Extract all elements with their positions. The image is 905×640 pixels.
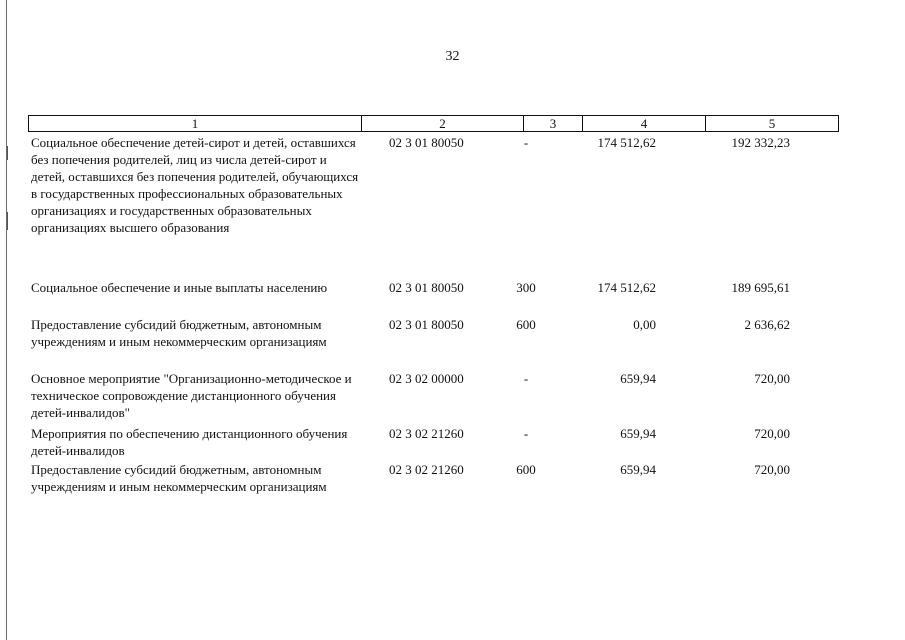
row-value-1: 174 512,62 [597,280,656,295]
row-name: Основное мероприятие "Организационно-методическое и техническое сопровождение дистанционного обучения детей-инвалидов" [31,371,352,420]
row-type: 300 [516,280,536,295]
row-name: Социальное обеспечение и иные выплаты населению [31,280,328,295]
row-type: 600 [516,462,536,477]
column-header: 5 [706,116,839,132]
column-header: 1 [29,116,362,132]
row-value-2: 2 636,62 [744,317,790,332]
row-value-1: 659,94 [620,426,656,441]
row-value-1: 659,94 [620,371,656,386]
row-type: - [523,135,529,150]
column-header: 3 [524,116,583,132]
margin-tick-mark [7,146,8,160]
left-margin-line [6,0,7,640]
row-code: 02 3 01 80050 [389,317,464,332]
row-type: - [523,371,529,386]
row-value-2: 720,00 [754,426,790,441]
row-code: 02 3 01 80050 [389,135,464,150]
row-type: 600 [516,317,536,332]
row-value-2: 720,00 [754,371,790,386]
row-value-1: 0,00 [633,317,656,332]
margin-tick-mark [7,212,8,230]
column-header-row [29,116,839,132]
row-name: Социальное обеспечение детей-сирот и детей, оставшихся без попечения родителей, лиц из числа детей-сирот и детей, оставшихся без попечения родителей, обучающихся в государственных профессиональных образовательных организациях и государственных образовательных организациях высшего образования [31,135,359,235]
page-number: 32 [445,49,460,64]
row-value-2: 192 332,23 [731,135,790,150]
row-value-2: 720,00 [754,462,790,477]
row-code: 02 3 02 21260 [389,462,464,477]
row-value-1: 174 512,62 [597,135,656,150]
row-name: Предоставление субсидий бюджетным, автономным учреждениям и иным некоммерческим организациям [31,462,327,494]
column-header: 4 [583,116,706,132]
row-value-1: 659,94 [620,462,656,477]
row-name: Мероприятия по обеспечению дистанционного обучения детей-инвалидов [31,426,348,458]
row-type: - [523,426,529,441]
row-value-2: 189 695,61 [731,280,790,295]
column-header: 2 [362,116,524,132]
column-header-table [28,115,839,132]
row-code: 02 3 01 80050 [389,280,464,295]
row-code: 02 3 02 21260 [389,426,464,441]
row-name: Предоставление субсидий бюджетным, автономным учреждениям и иным некоммерческим организациям [31,317,327,349]
row-code: 02 3 02 00000 [389,371,464,386]
